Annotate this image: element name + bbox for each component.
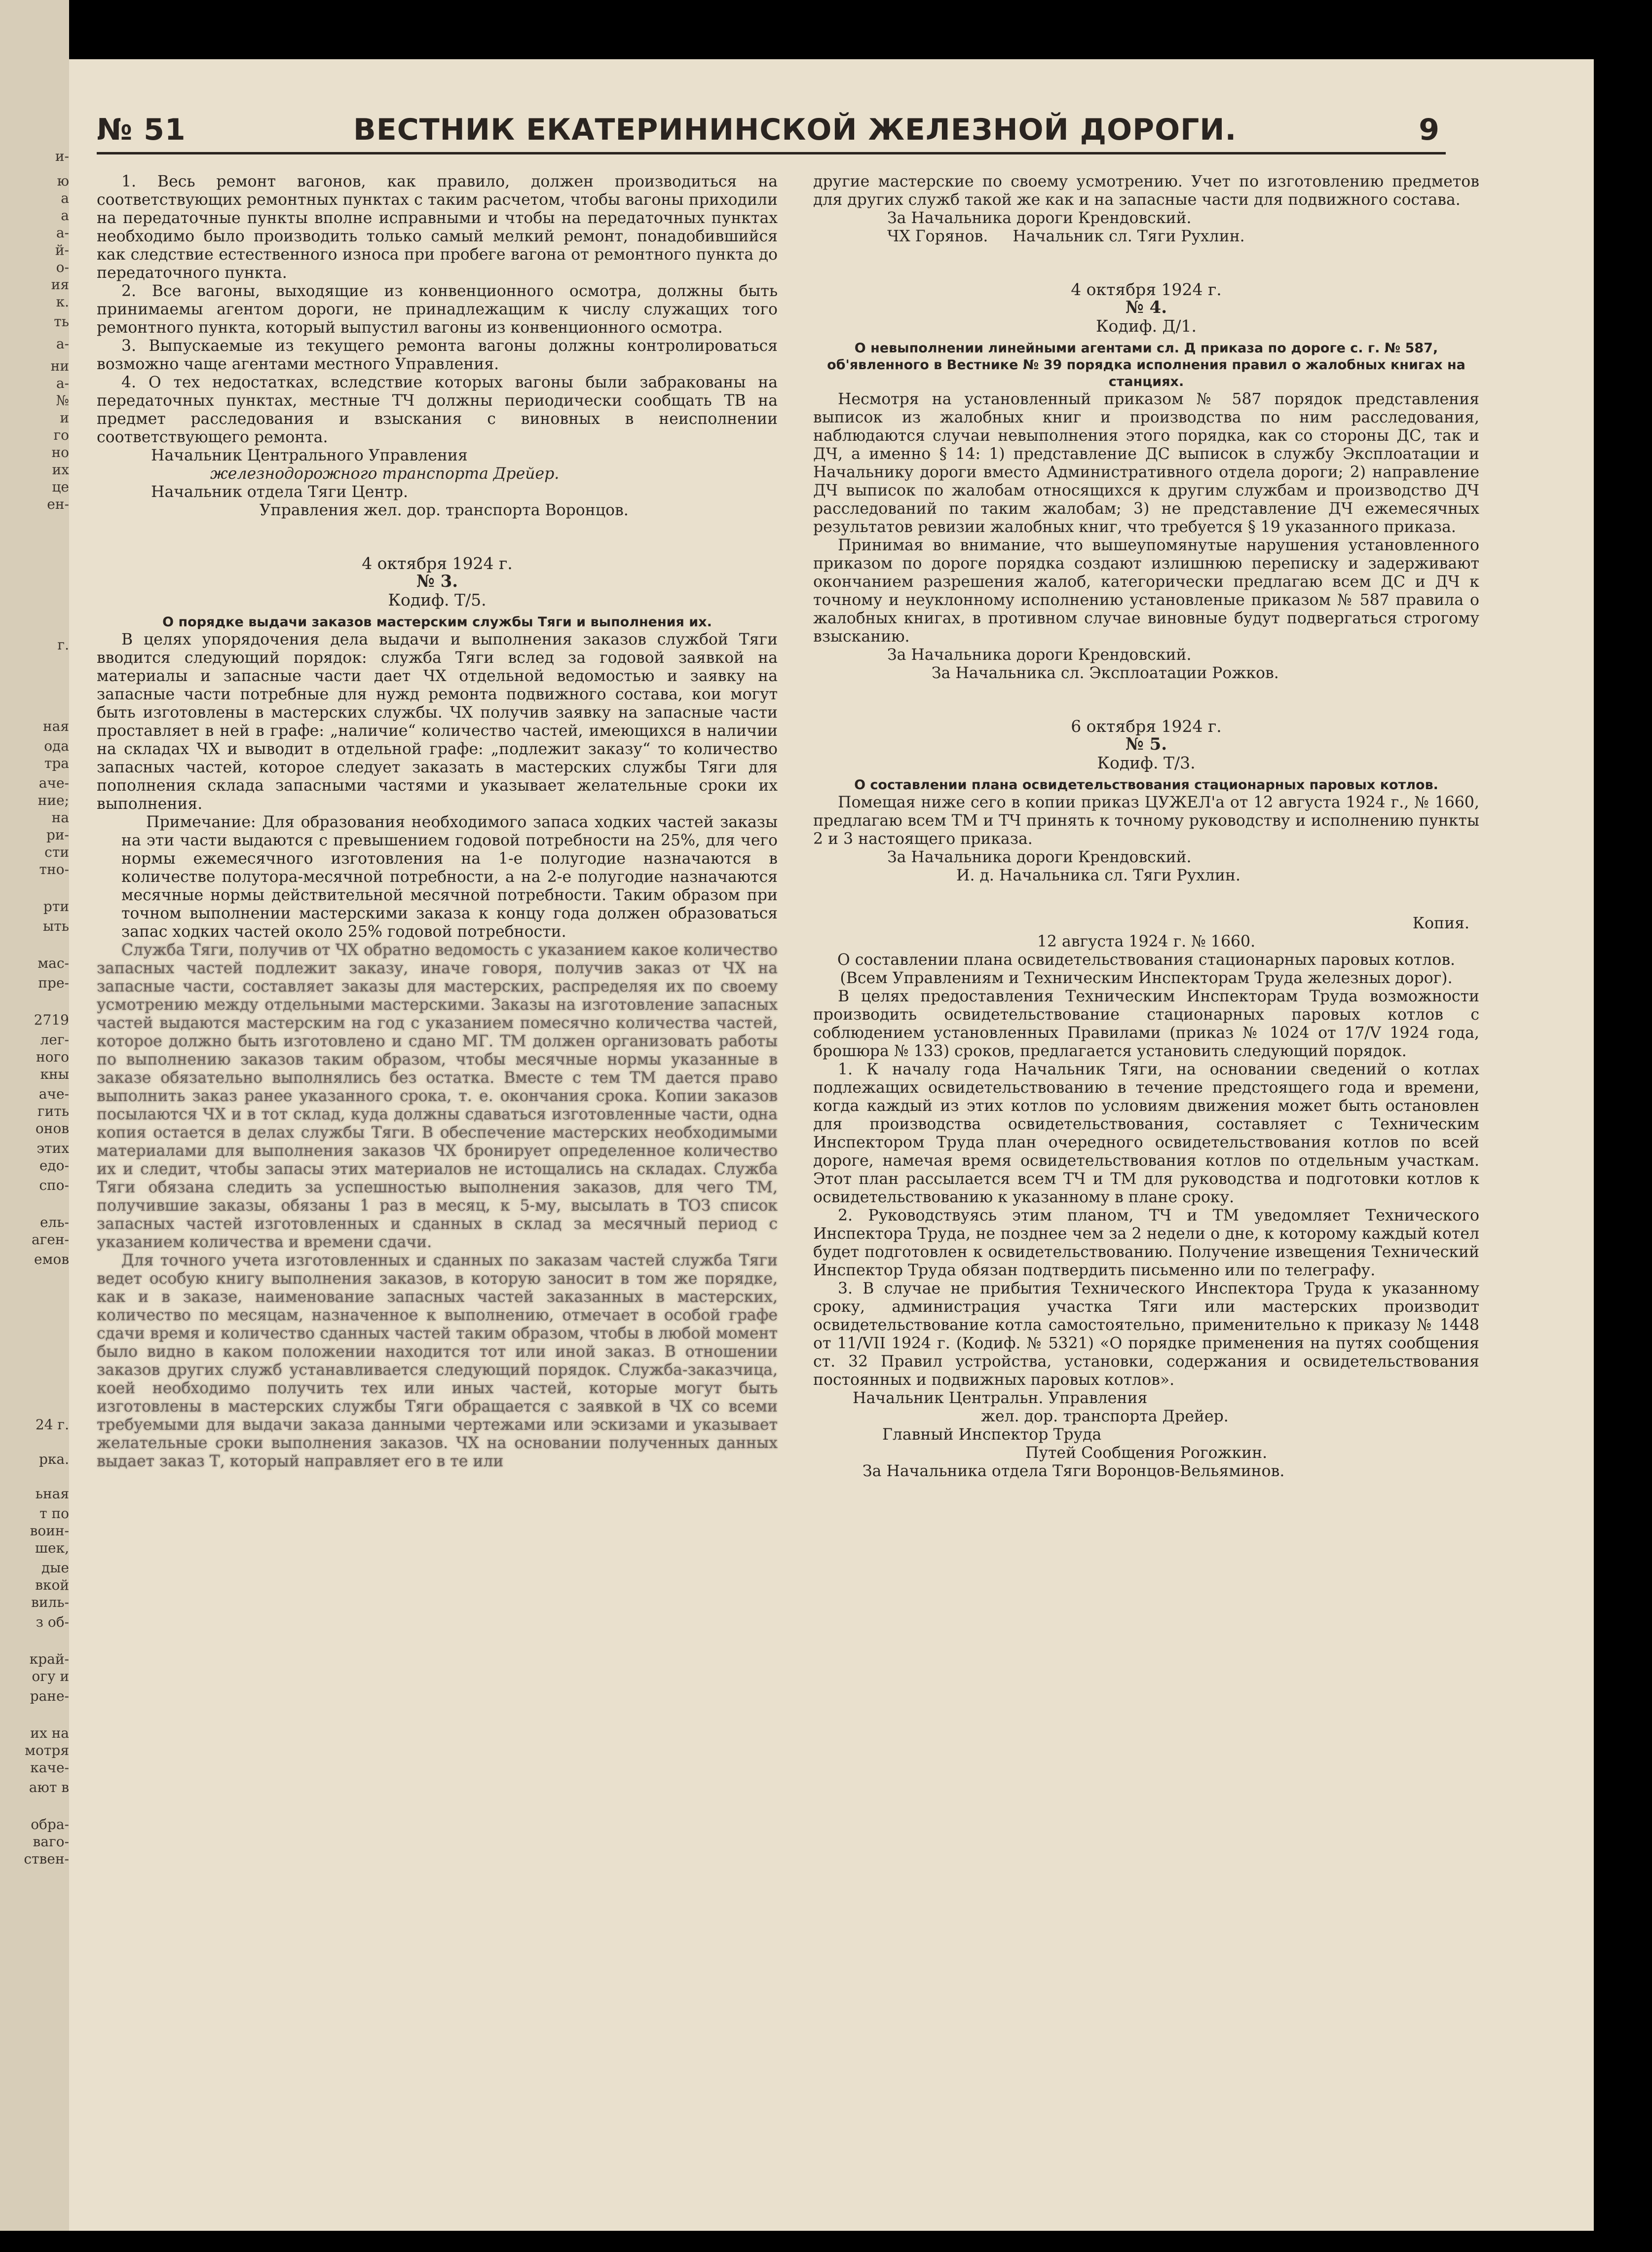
strip-fragment: ен- <box>47 496 69 512</box>
strip-fragment: сти <box>44 844 69 860</box>
order-number: № 3. <box>416 572 458 591</box>
paragraph: другие мастерские по своему усмотрению. Учет по изготовлению предметов для других служб такой же как и на запасные части для подвижного состава. <box>813 173 1479 209</box>
strip-fragment: № <box>56 392 69 409</box>
strip-fragment: лег- <box>40 1031 69 1048</box>
strip-fragment: огу и <box>32 1668 69 1684</box>
journal-title: ВЕСТНИК ЕКАТЕРИНИНСКОЙ ЖЕЛЕЗНОЙ ДОРОГИ. <box>353 113 1237 147</box>
strip-fragment: це <box>52 479 69 495</box>
strip-fragment: их <box>52 461 69 478</box>
copy-title: О составлении плана освидетельствования стационарных паровых котлов. <box>837 951 1456 969</box>
strip-fragment: ная <box>42 718 69 734</box>
order-subject: О невыполнении линейными агентами сл. Д приказа по дороге с. г. № 587, об'явленного в Вестнике № 39 порядка исполнения правил о жалобных книгах на станциях. <box>827 341 1465 389</box>
strip-fragment: ыть <box>42 918 69 934</box>
strip-fragment: к. <box>56 294 69 310</box>
strip-fragment: о- <box>56 259 69 275</box>
strip-fragment: а- <box>56 225 69 241</box>
order-date: 4 октября 1924 г. <box>1071 280 1222 299</box>
order-kodif: Кодиф. Т/5. <box>388 590 487 610</box>
paragraph: Для точного учета изготовленных и сданных по заказам частей служба Тяги ведет особую книгу выполнения заказов, в которую заносит в том же порядке, как и в заказе, наименование запасных частей заказанных в мастерских, количество по месяцам, назначенное к выполнению, отмечает в особой графе сдачи время и количество сданных частей таким образом, чтобы в любой момент было видно в каком положении находится тот или иной заказ. В отношении заказов других служб устанавливается следующий порядок. Служба-заказчица, коей необходимо получить тех или иных частей, которые могут быть изготовлены в мастерских службы Тяги обращается с заявкой в ЧХ со всеми требуемыми для выдачи заказа данными чертежами или эскизами и указывает желательные сроки выполнения заказов. ЧХ на основании полученных данных выдает заказ Т, который направляет его в те или <box>97 1252 778 1470</box>
paragraph: 4. О тех недостатках, вследствие которых вагоны были забракованы на передаточных пунктах, местные ТЧ должны периодически сообщать ТВ на предмет расследования и взыскания с виновных в неисполнении соответствующего ремонта. <box>97 374 778 446</box>
strip-fragment: шек, <box>35 1540 69 1556</box>
signature-line: За Начальника дороги Крендовский. <box>887 209 1192 227</box>
note-paragraph: Примечание: Для образования необходимого запаса ходких частей заказы на эти части выдаются с превышением годовой потребности на 25%, для чего нормы ежемесячного изготовления на 1-е полугодие назначаются в количестве полутора-месячной потребности, а на 2-е полугодие назначаются месячные нормы действительной месячной потребности. Таким образом при точном выполнении мастерскими заказа к концу года должен образоваться запас ходких частей около 25% годовой потребности. <box>121 813 778 941</box>
paragraph: 1. Весь ремонт вагонов, как правило, должен производиться на соответствующих ремонтных пунктах с таким расчетом, чтобы вагоны приходили на передаточные пункты вполне исправными и чтобы на передаточных пунктах необходимо было производить только самый мелкий ремонт, понадобившийся как следствие естественного износа при пробеге вагона от ремонтного пункта до передаточного пункта. <box>97 173 778 282</box>
left-column <box>97 173 778 1471</box>
copy-date: 12 августа 1924 г. № 1660. <box>1037 933 1256 951</box>
strip-fragment: ствен- <box>24 1851 69 1867</box>
signature-line: Начальник Центральн. Управления <box>853 1389 1148 1407</box>
strip-fragment: мотря <box>25 1742 69 1758</box>
order-kodif: Кодиф. Д/1. <box>1096 316 1197 336</box>
strip-fragment: тно- <box>39 861 69 878</box>
order-subject: О порядке выдачи заказов мастерским службы Тяги и выполнения их. <box>162 614 712 630</box>
signature-line: ЧХ Горянов. Начальник сл. Тяги Рухлин. <box>887 228 1245 245</box>
paragraph: 2. Все вагоны, выходящие из конвенционного осмотра, должны быть принимаемы агентом дороги, не принадлежащим к числу служащих того ремонтного пункта, который выпустил вагоны из конвенционного осмотра. <box>97 282 778 337</box>
strip-fragment: ю <box>57 173 69 189</box>
previous-page-strip <box>0 0 69 2231</box>
signature-line: жел. дор. транспорта Дрейер. <box>981 1408 1229 1425</box>
order-date: 4 октября 1924 г. <box>362 554 513 573</box>
order-subject: О составлении плана освидетельствования стационарных паровых котлов. <box>854 777 1438 793</box>
strip-fragment: а- <box>56 336 69 352</box>
strip-fragment: но <box>51 444 69 460</box>
strip-fragment: аче- <box>38 775 69 791</box>
strip-fragment: каче- <box>30 1759 69 1776</box>
paragraph: 1. К началу года Начальник Тяги, на основании сведений о котлах подлежащих освидетельствованию в течение предстоящего года и времени, когда каждый из этих котлов по условиям движения может быть остановлен для производства освидетельствования, составляет с Техническим Инспектором Труда план очередного освидетельствования котлов по всей дороге, намечая время освидетельствования котлов по отдельным участкам. Этот план рассылается всем ТЧ и ТМ для руководства и подготовки котлов к освидетельствованию к указанному в плане сроку. <box>813 1061 1479 1206</box>
paragraph: 3. Выпускаемые из текущего ремонта вагоны должны контролироваться возможно чаще агентами местного Управления. <box>97 337 778 373</box>
strip-fragment: ни <box>50 358 69 374</box>
copy-label: Копия. <box>1412 915 1469 932</box>
signature-line: За Начальника отдела Тяги Воронцов-Вельяминов. <box>863 1462 1285 1480</box>
strip-fragment: и <box>60 410 69 426</box>
strip-fragment: 24 г. <box>35 1416 69 1433</box>
strip-fragment: го <box>53 427 69 443</box>
strip-fragment: рти <box>43 898 69 915</box>
order-number: № 5. <box>1125 734 1167 754</box>
strip-fragment: ри- <box>46 827 69 843</box>
strip-fragment: воин- <box>30 1523 69 1539</box>
strip-fragment: й- <box>55 242 69 258</box>
strip-fragment: кны <box>40 1066 69 1082</box>
strip-fragment: ода <box>44 738 69 754</box>
strip-fragment: край- <box>29 1651 69 1667</box>
strip-fragment: на <box>51 809 69 826</box>
issue-number: № 51 <box>97 113 186 147</box>
signature-line: железнодорожного транспорта Дрейер. <box>210 465 560 483</box>
strip-fragment: г. <box>57 637 69 653</box>
paragraph: Несмотря на установленный приказом № 587 порядок представления выписок из жалобных книг и производства по ним расследования, наблюдаются случаи невыполнения этого порядка, как со стороны ДС, так и ДЧ, а именно § 14: 1) представление ДС выписок в службу Эксплоатации и Начальнику дороги вместо Административного отдела дороги; 2) направление ДЧ выписок по жалобам относящихся к другим службам и производство ДЧ расследований по таким жалобам; 3) не представление ДЧ ежемесячных результатов ревизии жалобных книг, что требуется § 19 указанного приказа. <box>813 390 1479 536</box>
strip-fragment: з об- <box>36 1614 69 1630</box>
order-number: № 4. <box>1125 298 1167 317</box>
copy-addressees: (Всем Управлениям и Техническим Инспекторам Труда железных дорог). <box>840 969 1453 987</box>
strip-fragment: мас- <box>38 955 69 971</box>
paragraph: Помещая ниже сего в копии приказ ЦУЖЕЛ'а от 12 августа 1924 г., № 1660, предлагаю всем ТМ и ТЧ принять к точному руководству и исполнению пункты 2 и 3 настоящего приказа. <box>813 794 1479 848</box>
strip-fragment: ние; <box>38 792 69 808</box>
strip-fragment: а- <box>56 375 69 391</box>
paragraph: Принимая во внимание, что вышеупомянутые нарушения установленного приказом по дороге порядка создают излишнюю переписку и задерживают окончанием разрешения жалоб, категорически предлагаю всем ДС и ДЧ к точному и неуклонному исполнению установленые приказом № 587 правила о жалобных книгах, в противном случае виновные будут подвергаться строгому взысканию. <box>813 536 1479 646</box>
order-date: 6 октября 1924 г. <box>1071 717 1222 736</box>
page-number: 9 <box>1419 113 1440 147</box>
strip-fragment: ного <box>36 1049 69 1065</box>
strip-fragment: а <box>61 207 69 224</box>
strip-fragment: ть <box>54 313 69 330</box>
strip-fragment: ают в <box>29 1779 69 1795</box>
strip-fragment: ьная <box>35 1486 69 1502</box>
right-column <box>813 173 1479 1481</box>
signature-line: За Начальника сл. Эксплоатации Рожков. <box>932 664 1279 682</box>
strip-fragment: их на <box>30 1725 69 1741</box>
signature-line: Путей Сообщения Рогожкин. <box>1025 1444 1268 1462</box>
strip-fragment: 2719 <box>34 1012 69 1028</box>
strip-fragment: емов <box>34 1251 69 1267</box>
strip-fragment: ия <box>51 276 69 293</box>
signature-line: Начальник Центрального Управления <box>151 447 468 464</box>
paragraph: В целях упорядочения дела выдачи и выполнения заказов службой Тяги вводится следующий порядок: служба Тяги вслед за годовой заявкой на материалы и запасные части дает ЧХ отдельной ведомостью и заявку на запасные части потребные для нужд ремонта подвижного состава, кои могут быть изготовлены в мастерских службы. ЧХ получив заявку на запасные части проставляет в ней в графе: „наличие“ количество частей, имеющихся в наличии на складах ЧХ и выводит в отдельной графе: „подлежит заказу“ то количество запасных частей, которое следует заказать в мастерских службы Тяги для пополнения склада запасными частями и указывает желательные сроки их выполнения. <box>97 631 778 813</box>
scan-bottom-edge <box>0 2231 1652 2252</box>
signature-line: Управления жел. дор. транспорта Воронцов. <box>260 501 629 519</box>
strip-fragment: ваго- <box>33 1833 69 1850</box>
strip-fragment: а <box>61 190 69 206</box>
paragraph: В целях предоставления Техническим Инспекторам Труда возможности производить освидетельствование стационарных паровых котлов с соблюдением установленных Правилами (приказ № 1024 от 17/V 1924 года, брошюра № 133) сроков, предлагается установить следующий порядок. <box>813 988 1479 1060</box>
strip-fragment: рка. <box>38 1451 69 1467</box>
strip-fragment: ране- <box>30 1688 69 1704</box>
strip-fragment: онов <box>35 1120 69 1137</box>
page-header <box>97 113 1446 154</box>
strip-fragment: этих <box>37 1140 69 1156</box>
paragraph: 2. Руководствуясь этим планом, ТЧ и ТМ уведомляет Технического Инспектора Труда, не позднее чем за 2 недели о дне, к которому каждый котел будет подготовлен к освидетельствованию. Получение извещения Технический Инспектор Труда обязан подтвердить письменно или по телеграфу. <box>813 1207 1479 1279</box>
strip-fragment: спо- <box>39 1177 69 1193</box>
signature-line: И. д. Начальника сл. Тяги Рухлин. <box>956 867 1240 884</box>
strip-fragment: гить <box>37 1103 69 1119</box>
strip-fragment: вкой <box>35 1577 69 1593</box>
strip-fragment: аче- <box>38 1086 69 1102</box>
order-kodif: Кодиф. Т/3. <box>1097 753 1196 772</box>
strip-fragment: аген- <box>31 1231 69 1248</box>
strip-fragment: т по <box>39 1505 69 1522</box>
strip-fragment: обра- <box>31 1816 69 1832</box>
strip-fragment: и- <box>55 148 69 164</box>
signature-line: Главный Инспектор Труда <box>882 1426 1102 1444</box>
paragraph: 3. В случае не прибытия Технического Инспектора Труда к указанному сроку, администрация участка Тяги или мастерских производит освидетельствование котла самостоятельно, применительно к приказу № 1448 от 11/VII 1924 г. (Кодиф. № 5321) «О порядке применения на путях сообщения ст. 32 Правил устройства, установки, содержания и освидетельствования постоянных и подвижных паровых котлов». <box>813 1280 1479 1389</box>
strip-fragment: виль- <box>31 1594 69 1610</box>
signature-line: За Начальника дороги Крендовский. <box>887 646 1192 664</box>
signature-line: Начальник отдела Тяги Центр. <box>151 483 409 501</box>
paragraph: Служба Тяги, получив от ЧХ обратно ведомость с указанием какое количество запасных частей подлежит заказу, иначе говоря, получив заказ от ЧХ на запасные части, составляет заказы для мастерских, распределяя их по своему усмотрению между отдельными мастерскими. Заказы на изготовление запасных частей выдаются мастерским на год с указанием помесячно количества частей, которое должно быть изготовлено и сдано МГ. ТМ должен организовать работы по выполнению заказов таким образом, чтобы месячные нормы указанные в заказе обязательно выполнялись без остатка. Вместе с тем ТМ дается право выполнить заказ ранее указанного срока, т. е. окончания срока. Копии заказов посылаются ЧХ и в тот склад, куда должны сдаваться изготовленные части, одна копия остается в делах службы Тяги. В обеспечение мастерских необходимыми материалами для выполнения заказов ЧХ бронирует определенное количество их и следит, чтобы запасы этих материалов не истощались на складах. Служба Тяги обязана следить за успешностью выполнения заказов, для чего ТМ, получившие заказы, обязаны 1 раз в месяц, к 5-му, высылать в ТОЗ список запасных частей изготовленных и сданных в склад за месячный период с указанием количества и времени сдачи. <box>97 941 778 1251</box>
strip-fragment: дые <box>41 1560 69 1576</box>
strip-fragment: пре- <box>38 975 69 991</box>
signature-line: За Начальника дороги Крендовский. <box>887 848 1192 866</box>
strip-fragment: едо- <box>39 1157 69 1174</box>
strip-fragment: тра <box>44 755 69 771</box>
strip-fragment: ель- <box>39 1214 69 1230</box>
